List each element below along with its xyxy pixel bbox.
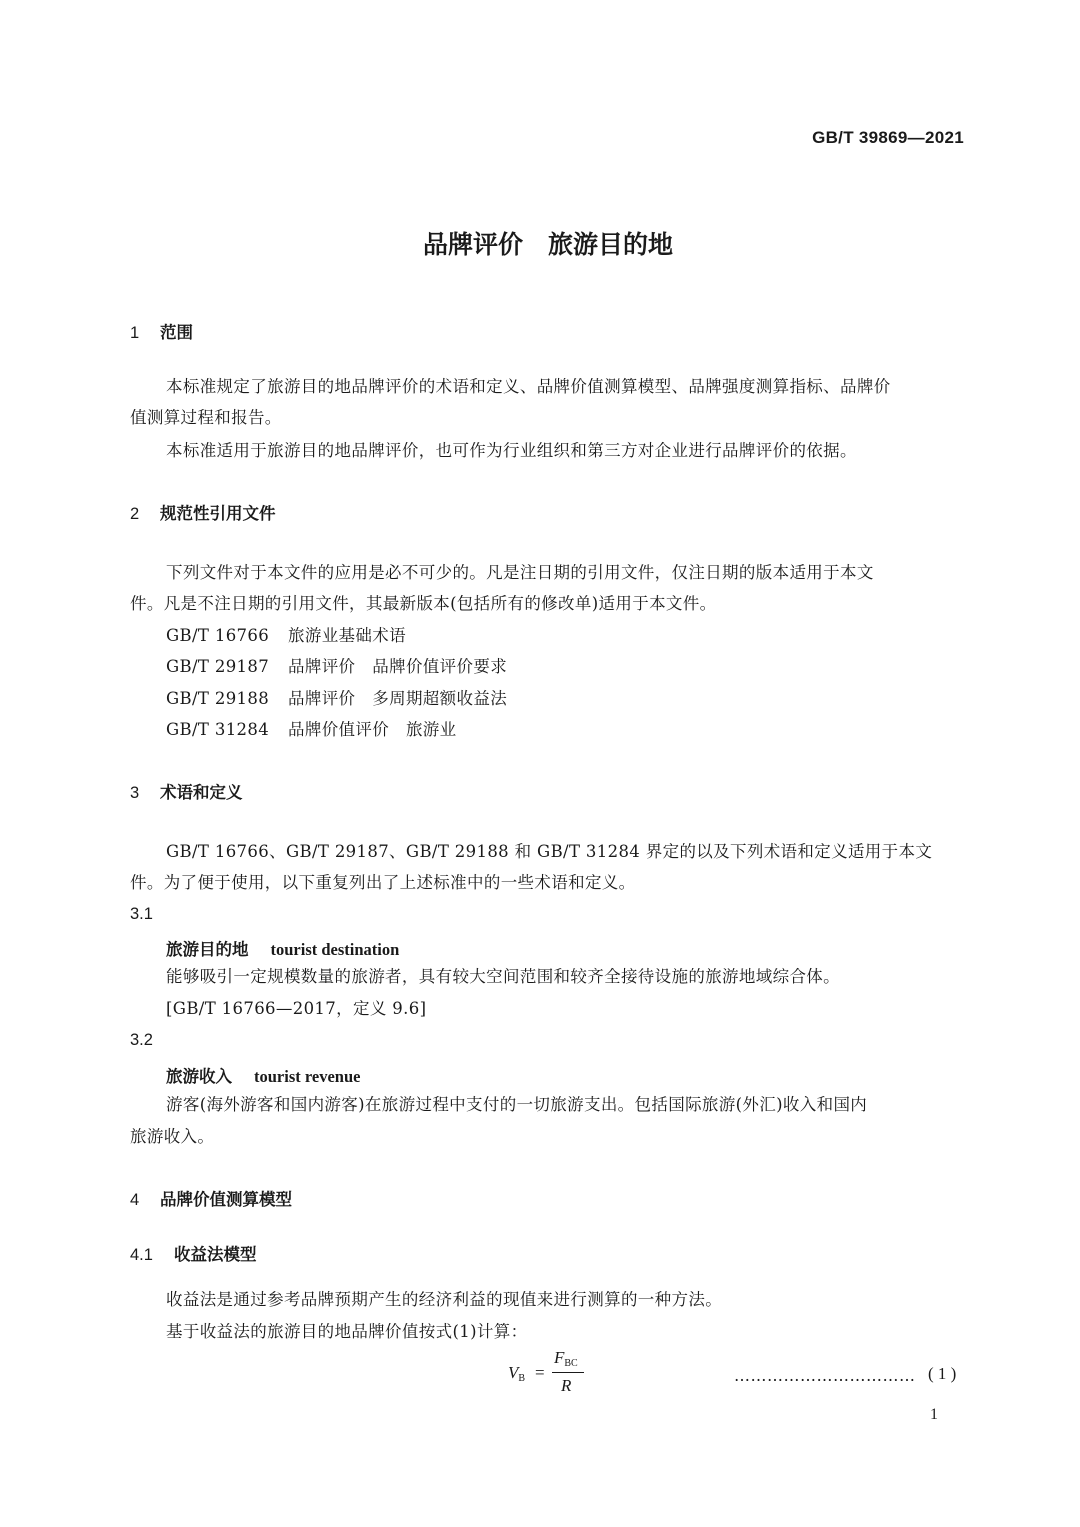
reference-item: [166, 651, 507, 682]
term-source: [GB/T 16766—2017，定义 9.6]: [166, 999, 427, 1018]
formula-lhs: [508, 1363, 525, 1384]
fraction-bar: [552, 1372, 584, 1373]
section-1-heading: [130, 319, 193, 343]
section-number: 1: [130, 324, 140, 342]
document-number: GB/T 39869—2021: [812, 128, 964, 147]
reference-title: 品牌评价 多周期超额收益法: [288, 689, 508, 708]
formula-leader-dots: ……………………………: [734, 1366, 916, 1385]
formula-equals: =: [535, 1363, 545, 1382]
reference-code: GB/T 29188: [166, 689, 270, 708]
formula-denominator-symbol: R: [561, 1376, 572, 1395]
term-definition: 能够吸引一定规模数量的旅游者，具有较大空间范围和较齐全接待设施的旅游地域综合体。: [166, 967, 840, 986]
formula-numerator-symbol: F: [554, 1348, 565, 1367]
reference-code: GB/T 31284: [166, 720, 270, 739]
paragraph: 件。凡是不注日期的引用文件，其最新版本(包括所有的修改单)适用于本文件。: [130, 594, 717, 613]
section-title: 规范性引用文件: [160, 504, 276, 523]
section-4-heading: [130, 1186, 292, 1210]
reference-item: [166, 714, 457, 745]
subsection-number: 4.1: [130, 1246, 153, 1264]
page-number: 1: [930, 1406, 938, 1423]
section-2-heading: [130, 500, 276, 524]
paragraph: 下列文件对于本文件的应用是必不可少的。凡是注日期的引用文件，仅注日期的版本适用于本文: [166, 563, 874, 582]
subsection-4-1-heading: [130, 1241, 257, 1265]
reference-item: [166, 620, 406, 651]
term-definition: 游客(海外游客和国内游客)在旅游过程中支付的一切旅游支出。包括国际旅游(外汇)收入和国内: [166, 1095, 868, 1114]
page-title: 品牌评价 旅游目的地: [422, 230, 673, 259]
formula-numerator: [554, 1348, 578, 1369]
term-zh: 旅游收入: [166, 1067, 232, 1086]
section-title: 品牌价值测算模型: [160, 1190, 292, 1209]
subsection-title: 收益法模型: [174, 1245, 257, 1264]
section-number: 3: [130, 784, 140, 802]
term-clause-number: 3.1: [130, 905, 153, 923]
term-definition: 旅游收入。: [130, 1127, 215, 1146]
paragraph: GB/T 16766、GB/T 29187、GB/T 29188 和 GB/T 31284 界定的以及下列术语和定义适用于本文: [166, 842, 933, 861]
reference-code: GB/T 29187: [166, 657, 270, 676]
formula-lhs-symbol: V: [508, 1363, 519, 1382]
formula-lhs-subscript: B: [518, 1373, 526, 1384]
section-3-heading: [130, 779, 243, 803]
reference-title: 品牌评价 品牌价值评价要求: [288, 657, 508, 676]
formula-numerator-subscript: BC: [564, 1358, 578, 1369]
formula-fraction: [552, 1348, 584, 1396]
reference-title: 旅游业基础术语: [288, 626, 406, 645]
paragraph: 值测算过程和报告。: [130, 408, 282, 427]
section-title: 术语和定义: [160, 783, 243, 802]
term-heading: [166, 936, 399, 960]
section-title: 范围: [160, 323, 193, 342]
paragraph: 本标准规定了旅游目的地品牌评价的术语和定义、品牌价值测算模型、品牌强度测算指标、品牌价: [166, 377, 891, 396]
section-number: 4: [130, 1191, 140, 1209]
term-heading: [166, 1063, 360, 1087]
formula-denominator: [561, 1376, 571, 1396]
term-clause-number: 3.2: [130, 1031, 153, 1049]
term-en: tourist revenue: [254, 1067, 361, 1086]
paragraph: 基于收益法的旅游目的地品牌价值按式(1)计算：: [166, 1322, 528, 1341]
paragraph: 本标准适用于旅游目的地品牌评价，也可作为行业组织和第三方对企业进行品牌评价的依据。: [166, 441, 857, 460]
term-en: tourist destination: [270, 940, 400, 959]
reference-item: [166, 683, 507, 714]
term-zh: 旅游目的地: [166, 940, 249, 959]
section-number: 2: [130, 505, 140, 523]
formula-number: ( 1 ): [928, 1364, 957, 1383]
paragraph: 收益法是通过参考品牌预期产生的经济利益的现值来进行测算的一种方法。: [166, 1290, 723, 1309]
reference-title: 品牌价值评价 旅游业: [288, 720, 457, 739]
paragraph: 件。为了便于使用，以下重复列出了上述标准中的一些术语和定义。: [130, 873, 636, 892]
reference-code: GB/T 16766: [166, 626, 270, 645]
